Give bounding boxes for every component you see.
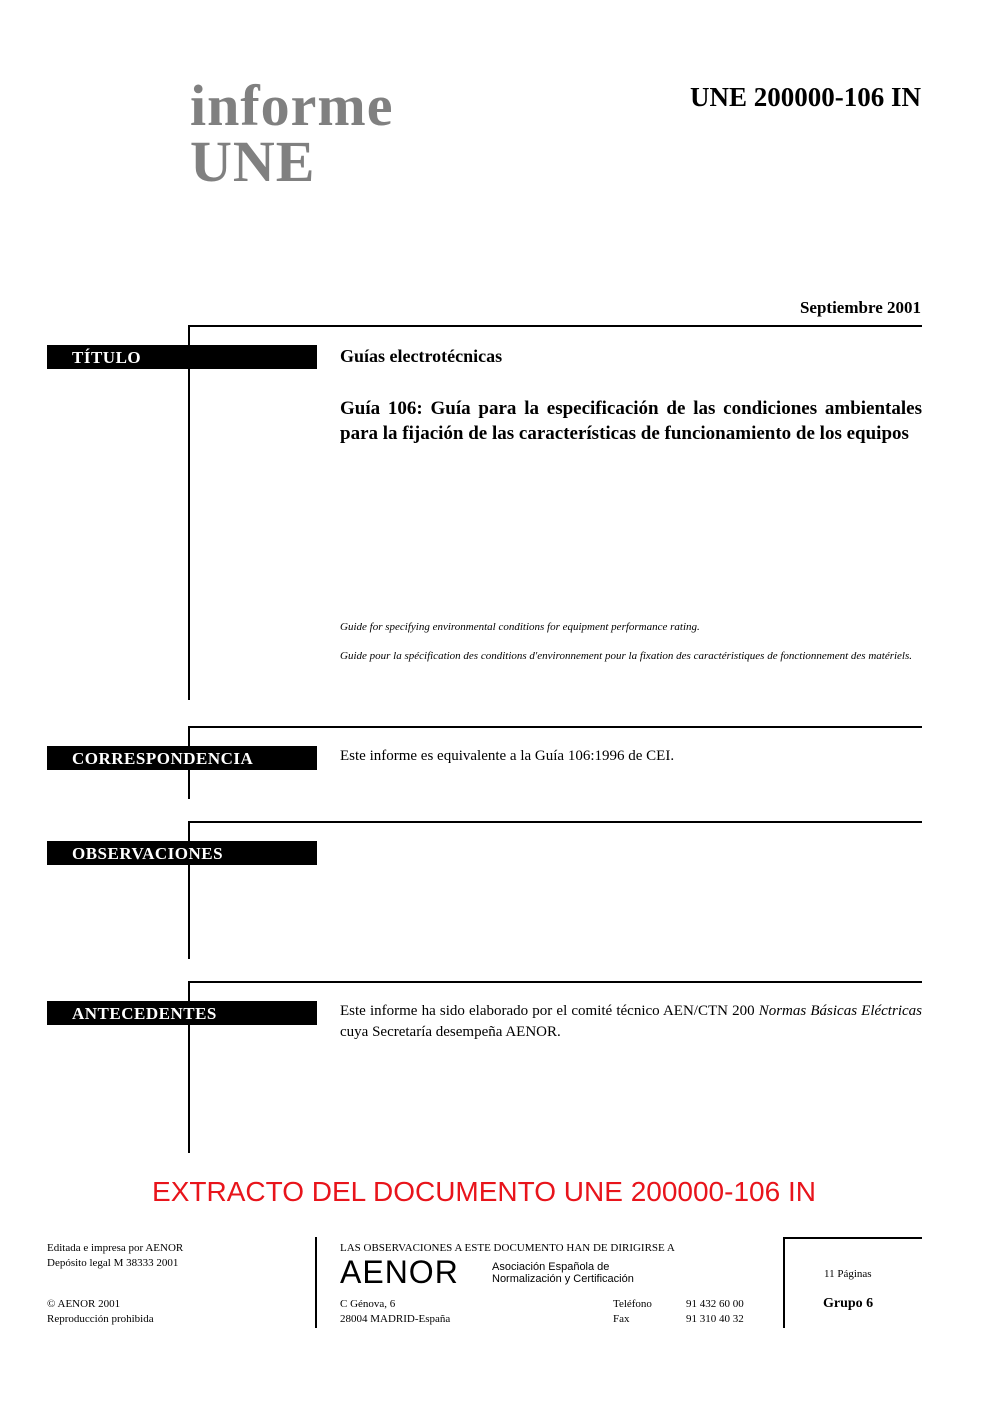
footer-divider-left — [315, 1237, 317, 1328]
section-divider-antecedentes — [188, 981, 922, 983]
aenor-name-line-1: Asociación Española de — [492, 1261, 610, 1273]
footer-phone-row — [613, 1297, 744, 1312]
footer-group: Grupo 6 — [823, 1296, 874, 1311]
footer-fax: 91 310 40 32 — [686, 1313, 744, 1325]
document-code: UNE 200000-106 IN — [689, 82, 921, 112]
label-observaciones: OBSERVACIONES — [47, 841, 317, 865]
brand-line-1: informe — [190, 73, 394, 138]
section-divider-correspondencia — [188, 726, 922, 728]
brand-logo — [190, 73, 394, 194]
title-french: Guide pour la spécification des conditions d'environnement pour la fixation des caractéristiques de fonctionnement des matériels. — [340, 650, 913, 662]
antecedentes-text — [340, 1001, 922, 1043]
footer-phone-label: Teléfono — [613, 1298, 652, 1310]
title-sub: Guía 106: Guía para la especificación de las condiciones ambientales para la fijación de las características de funcionamiento de los equipos — [340, 398, 922, 444]
antecedentes-text-part1: Este informe ha sido elaborado por el comité técnico AEN/CTN 200 — [340, 1003, 759, 1019]
footer-edited: Editada e impresa por AENOR — [47, 1242, 184, 1254]
antecedentes-committee-name: Normas Básicas Eléctricas — [758, 1003, 922, 1019]
label-correspondencia: CORRESPONDENCIA — [47, 746, 317, 770]
footer-address — [340, 1297, 450, 1327]
section-divider-observaciones — [188, 821, 922, 823]
extract-notice: EXTRACTO DEL DOCUMENTO UNE 200000-106 IN — [152, 1176, 816, 1207]
footer-fax-label: Fax — [613, 1313, 630, 1325]
aenor-full-name — [492, 1261, 634, 1285]
publication-date: Septiembre 2001 — [799, 298, 921, 317]
footer-pages: 11 Páginas — [824, 1268, 872, 1280]
footer-copyright: © AENOR 2001 — [47, 1298, 121, 1310]
footer-legal-deposit: Depósito legal M 38333 2001 — [47, 1257, 179, 1269]
title-main: Guías electrotécnicas — [340, 346, 503, 366]
footer-phone: 91 432 60 00 — [686, 1298, 744, 1310]
brand-line-2: UNE — [190, 129, 316, 194]
footer-address-city: 28004 MADRID-España — [340, 1313, 451, 1325]
footer-box-top — [783, 1237, 922, 1239]
footer-address-street: C Génova, 6 — [340, 1298, 396, 1310]
title-english: Guide for specifying environmental conditions for equipment performance rating. — [340, 621, 700, 633]
correspondencia-text: Este informe es equivalente a la Guía 106:1996 de CEI. — [340, 748, 675, 764]
footer-reproduction: Reproducción prohibida — [47, 1313, 154, 1325]
section-divider-titulo — [188, 325, 922, 327]
footer-box-left — [783, 1237, 785, 1328]
footer-observations-note: LAS OBSERVACIONES A ESTE DOCUMENTO HAN DE DIRIGIRSE A — [340, 1242, 675, 1254]
aenor-name-line-2: Normalización y Certificación — [492, 1273, 634, 1285]
aenor-logo: AENOR — [340, 1254, 459, 1290]
antecedentes-text-part2: cuya Secretaría desempeña AENOR. — [340, 1024, 561, 1040]
footer-rights — [47, 1297, 154, 1327]
footer-fax-row — [613, 1312, 744, 1327]
label-antecedentes: ANTECEDENTES — [47, 1001, 317, 1025]
footer-publisher — [47, 1241, 183, 1271]
label-titulo: TÍTULO — [47, 345, 317, 369]
footer-contact — [613, 1297, 744, 1327]
section-vline-titulo — [188, 325, 190, 700]
